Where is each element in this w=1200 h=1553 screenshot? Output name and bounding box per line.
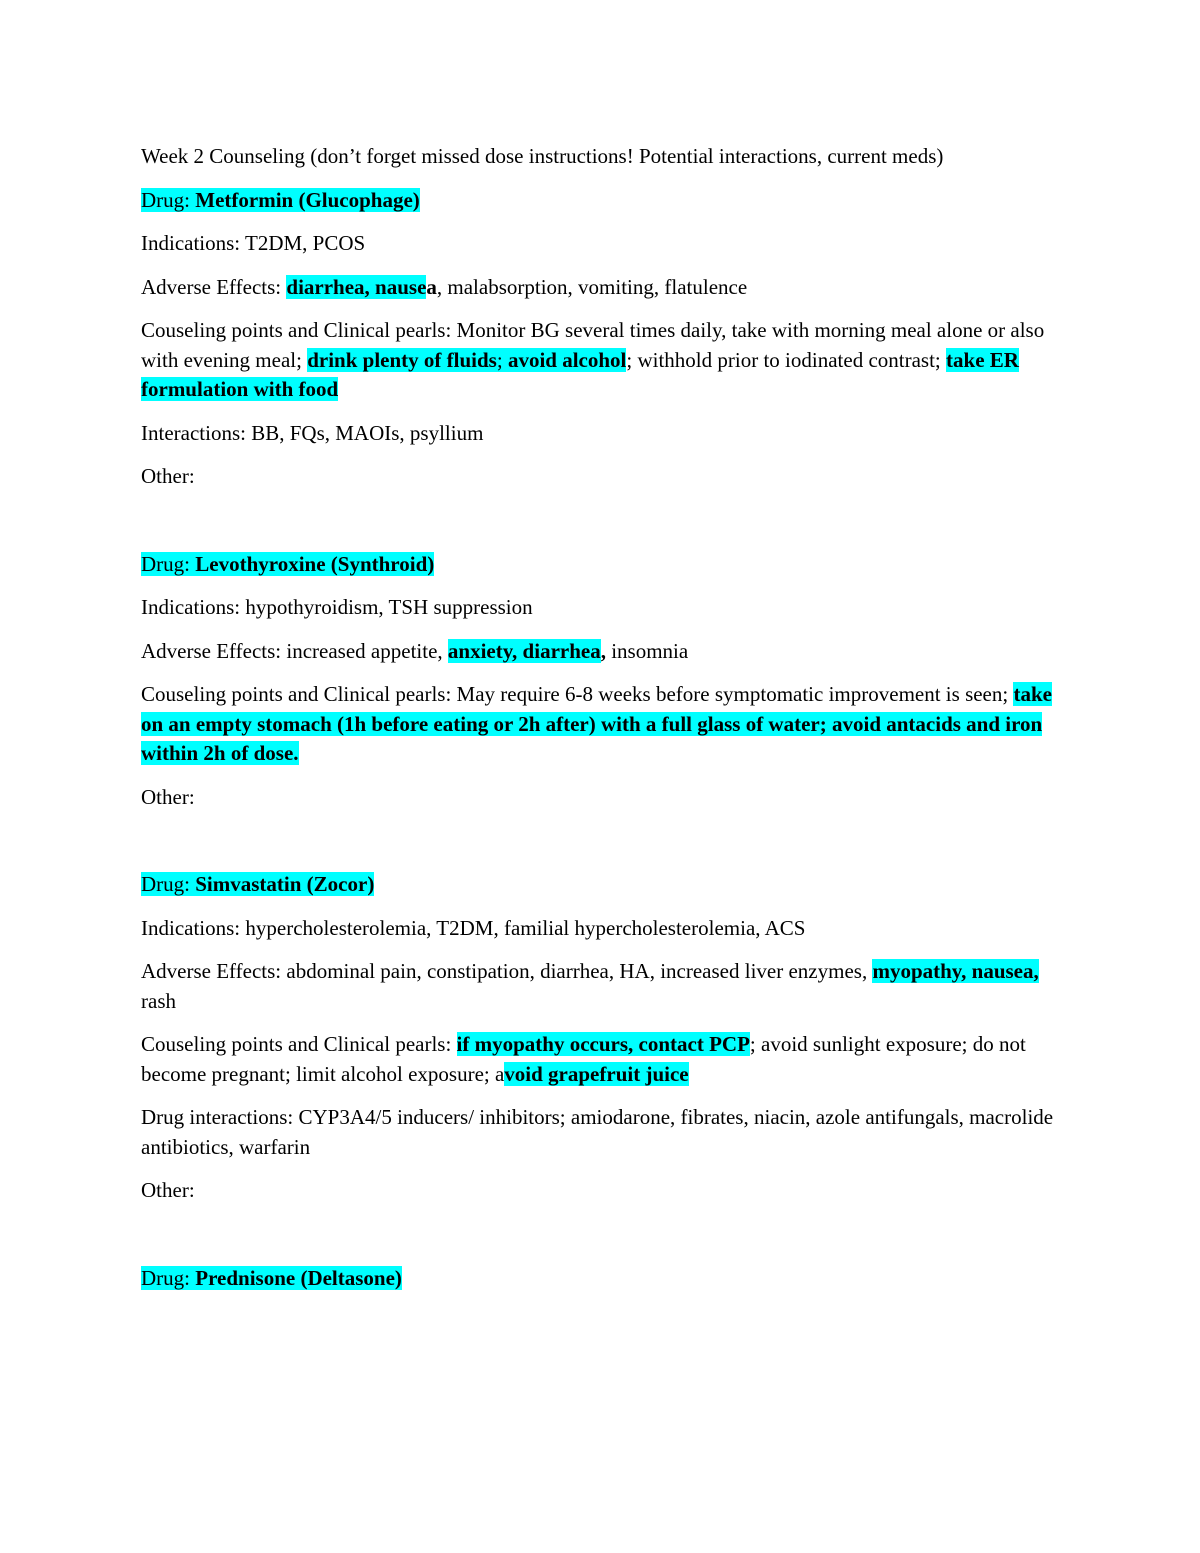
prednisone-drug-line	[141, 1264, 1066, 1294]
levothyroxine-drug-highlight: Drug: Levothyroxine (Synthroid)	[141, 551, 435, 576]
simvastatin-other: Other:	[141, 1178, 195, 1202]
simvastatin-adverse-effects: Adverse Effects: abdominal pain, constipation, diarrhea, HA, increased liver enzymes, myopathy, nausea, rash	[141, 959, 1039, 1013]
simvastatin-drug-highlight: Drug: Simvastatin (Zocor)	[141, 872, 375, 896]
intro-line: Week 2 Counseling (don’t forget missed dose instructions! Potential interactions, current meds)	[141, 144, 944, 168]
levothyroxine-counseling: Couseling points and Clinical pearls: May require 6-8 weeks before symptomatic improvement is seen; take on an empty stomach (1h before eating or 2h after) with a full glass of water; avoid antacids and iron within 2h of dose.	[141, 682, 1052, 765]
simvastatin-name: Simvastatin (Zocor)	[195, 872, 375, 896]
simvastatin-drug-interactions: Drug interactions: CYP3A4/5 inducers/ inhibitors; amiodarone, fibrates, niacin, azole antifungals, macrolide antibiotics, warfarin	[141, 1105, 1054, 1159]
metformin-other: Other:	[141, 464, 195, 488]
levothyroxine-indications: Indications: hypothyroidism, TSH suppression	[141, 595, 533, 619]
simvastatin-counseling: Couseling points and Clinical pearls: if myopathy occurs, contact PCP; avoid sunlight exposure; do not become pregnant; limit alcohol exposure; avoid grapefruit juice	[141, 1032, 1026, 1086]
prednisone-name: Prednisone (Deltasone)	[195, 1265, 402, 1290]
prednisone-drug-highlight: Drug: Prednisone (Deltasone)	[141, 1265, 402, 1290]
levothyroxine-name: Levothyroxine (Synthroid)	[195, 551, 435, 576]
metformin-name: Metformin (Glucophage)	[195, 187, 420, 212]
levothyroxine-adverse-effects: Adverse Effects: increased appetite, anxiety, diarrhea, insomnia	[141, 638, 689, 663]
document-body	[141, 142, 1066, 1307]
metformin-interactions: Interactions: BB, FQs, MAOIs, psyllium	[141, 420, 484, 445]
metformin-indications: Indications: T2DM, PCOS	[141, 231, 366, 255]
metformin-drug-highlight: Drug: Metformin (Glucophage)	[141, 187, 420, 212]
metformin-counseling: Couseling points and Clinical pearls: Monitor BG several times daily, take with morning meal alone or also with evening meal; drink plenty of fluids; avoid alcohol; withhold prior to iodinated contrast; take ER formulation with food	[141, 318, 1045, 401]
simvastatin-drug-line	[141, 870, 1066, 900]
metformin-adverse-effects: Adverse Effects: diarrhea, nausea, malabsorption, vomiting, flatulence	[141, 274, 748, 299]
simvastatin-indications: Indications: hypercholesterolemia, T2DM, familial hypercholesterolemia, ACS	[141, 915, 806, 940]
metformin-drug-line	[141, 186, 1066, 216]
levothyroxine-drug-line	[141, 550, 1066, 580]
levothyroxine-other: Other:	[141, 784, 195, 809]
